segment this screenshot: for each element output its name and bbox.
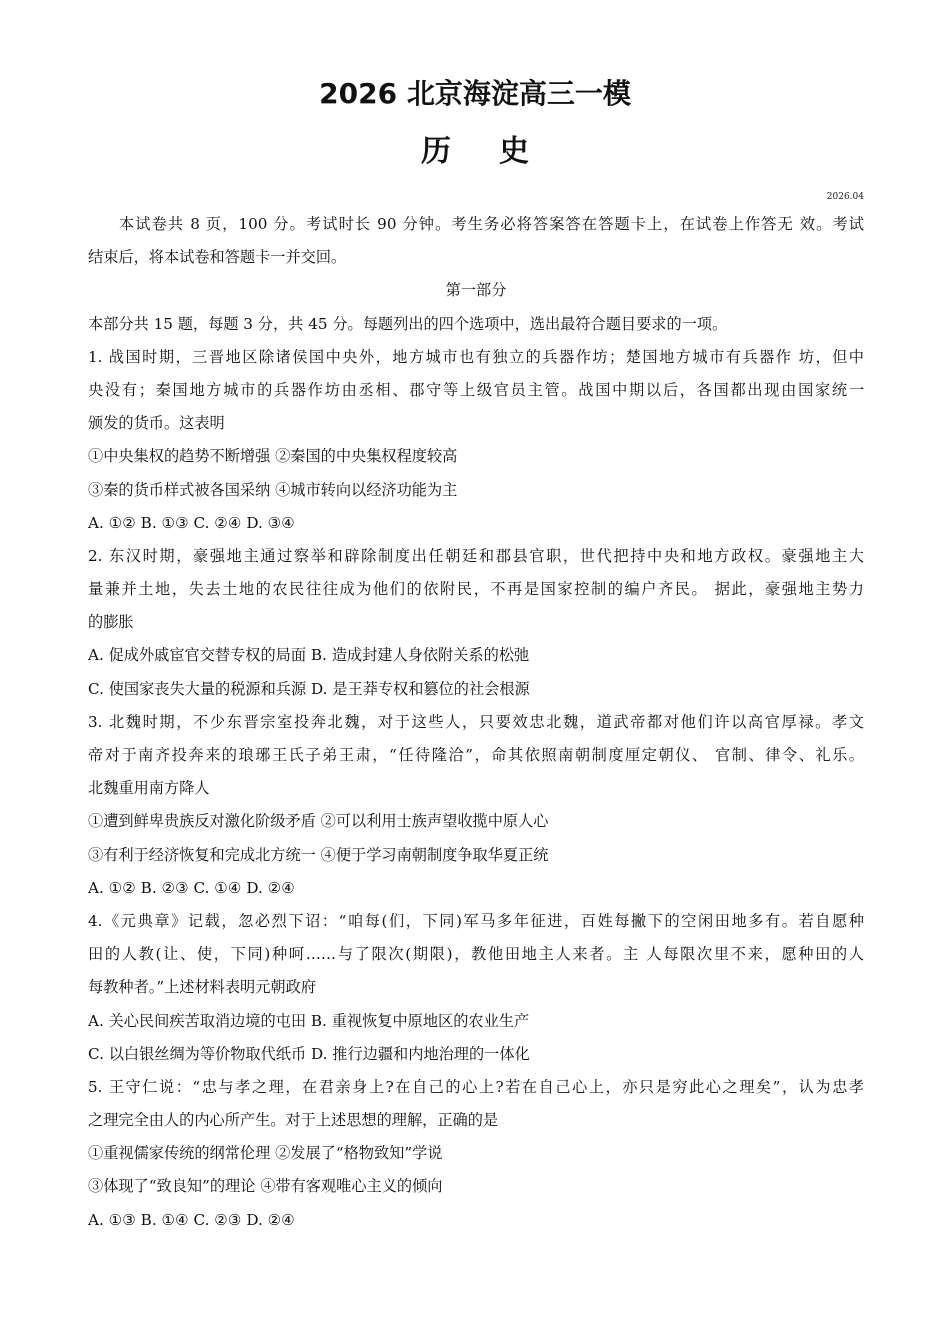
q4-stem-line: 每教种者。”上述材料表明元朝政府 [88, 978, 316, 997]
q2-options: C. 使国家丧失大量的税源和兵源 D. 是王莽专权和篡位的社会根源 [88, 679, 530, 698]
exam-title: 2026 北京海淀高三一模 [319, 77, 631, 110]
q3-stem-line: 北魏重用南方降人 [88, 779, 210, 798]
q1-stem-line: 1. 战国时期，三晋地区除诸侯国中央外，地方城市也有独立的兵器作坊；楚国地方城市有兵器作 坊，但中 [88, 347, 864, 366]
q1-options: A. ①② B. ①③ C. ②④ D. ③④ [88, 513, 295, 532]
q4-options: A. 关心民间疾苦取消边境的屯田 B. 重视恢复中原地区的农业生产 [88, 1011, 530, 1030]
q2-stem-line: 2. 东汉时期，豪强地主通过察举和辟除制度出任朝廷和郡县官职，世代把持中央和地方政权。豪强地主大 [88, 546, 864, 565]
q3-items: ①遭到鲜卑贵族反对激化阶级矛盾 ②可以利用士族声望收揽中原人心 [88, 812, 549, 831]
q5-items: ③体现了“致良知”的理论 ④带有客观唯心主义的倾向 [88, 1177, 443, 1196]
q1-stem-line: 央没有；秦国地方城市的兵器作坊由丞相、郡守等上级官员主管。战国中期以后，各国都出现由国家统一 [88, 380, 864, 399]
q4-options: C. 以白银丝绸为等价物取代纸币 D. 推行边疆和内地治理的一体化 [88, 1044, 530, 1063]
q5-items: ①重视儒家传统的纲常伦理 ②发展了“格物致知”学说 [88, 1144, 443, 1163]
q3-items: ③有利于经济恢复和完成北方统一 ④便于学习南朝制度争取华夏正统 [88, 845, 549, 864]
q4-stem-line: 田的人教(让、使，下同)种呵……与了限次(期限)，教他田地主人来者。主 人每限次里不来，愿种田的人 [88, 945, 864, 964]
intro-line: 本试卷共 8 页，100 分。考试时长 90 分钟。考生务必将答案答在答题卡上，在试卷上作答无 效。考试 [119, 215, 864, 233]
q2-options: A. 促成外戚宦官交替专权的局面 B. 造成封建人身依附关系的松弛 [88, 646, 530, 665]
section-title: 第一部分 [445, 281, 507, 300]
q3-options: A. ①② B. ②③ C. ①④ D. ②④ [88, 878, 295, 897]
q5-stem-line: 5. 王守仁说：“忠与孝之理，在君亲身上?在自己的心上?若在自己心上，亦只是穷此心之理矣”，认为忠孝 [88, 1077, 864, 1096]
q1-items: ①中央集权的趋势不断增强 ②秦国的中央集权程度较高 [88, 447, 458, 466]
q2-stem-line: 的膨胀 [88, 613, 134, 632]
exam-date: 2026.04 [826, 192, 864, 202]
q5-stem-line: 之理完全由人的内心所产生。对于上述思想的理解，正确的是 [88, 1111, 499, 1130]
q1-stem-line: 颁发的货币。这表明 [88, 414, 225, 433]
subject-heading: 历史 [421, 134, 577, 169]
q5-options: A. ①③ B. ①④ C. ②③ D. ②④ [88, 1210, 295, 1229]
q4-stem-line: 4.《元典章》记载，忽必烈下诏：“咱每(们，下同)军马多年征进，百姓每撇下的空闲田地多有。若自愿种 [88, 911, 864, 930]
q2-stem-line: 量兼并土地，失去土地的农民往往成为他们的依附民，不再是国家控制的编户齐民。 据此，豪强地主势力 [88, 580, 864, 599]
section-instruction: 本部分共 15 题，每题 3 分，共 45 分。每题列出的四个选项中，选出最符合题目要求的一项。 [88, 314, 728, 333]
intro-line: 结束后，将本试卷和答题卡一并交回。 [88, 248, 347, 267]
q3-stem-line: 3. 北魏时期，不少东晋宗室投奔北魏，对于这些人，只要效忠北魏，道武帝都对他们许以高官厚禄。孝文 [88, 712, 864, 731]
q3-stem-line: 帝对于南齐投奔来的琅琊王氏子弟王肃，“任待隆洽”，命其依照南朝制度厘定朝仪、 官制、律令、礼乐。 [88, 746, 864, 764]
exam-body [88, 208, 864, 1237]
q1-items: ③秦的货币样式被各国采纳 ④城市转向以经济功能为主 [88, 480, 458, 499]
